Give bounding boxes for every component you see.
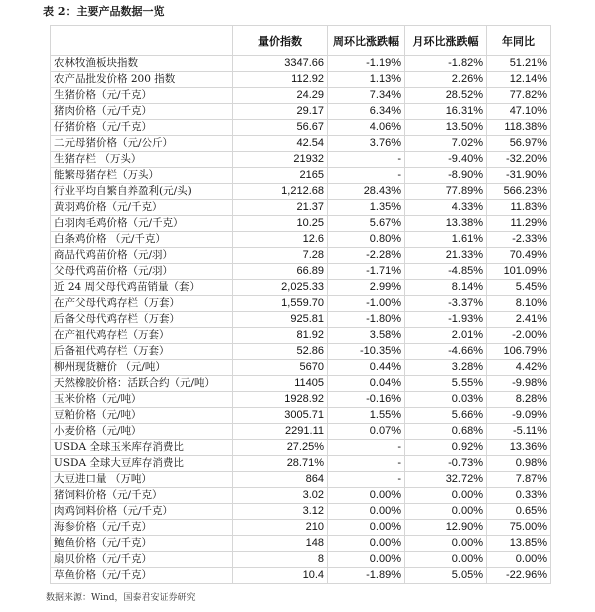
header-month-change: 月环比涨跌幅 [405,26,487,56]
row-label: 白条鸡价格 （元/千克） [51,232,233,248]
table-row [51,88,551,104]
row-label: 商品代鸡苗价格（元/羽） [51,248,233,264]
week-change-cell: -1.89% [328,568,405,584]
year-change-cell: 13.36% [487,440,551,456]
year-change-cell: 51.21% [487,56,551,72]
volume-price-cell: 56.67 [233,120,328,136]
week-change-cell: 3.58% [328,328,405,344]
volume-price-cell: 3.12 [233,504,328,520]
volume-price-cell: 3347.66 [233,56,328,72]
volume-price-cell: 42.54 [233,136,328,152]
week-change-cell: 1.35% [328,200,405,216]
month-change-cell: 2.01% [405,328,487,344]
table-row [51,184,551,200]
week-change-cell: 5.67% [328,216,405,232]
year-change-cell: 11.29% [487,216,551,232]
table-row [51,536,551,552]
volume-price-cell: 5670 [233,360,328,376]
table-row [51,72,551,88]
volume-price-cell: 12.6 [233,232,328,248]
month-change-cell: 16.31% [405,104,487,120]
row-label: 行业平均自繁自养盈利(元/头) [51,184,233,200]
week-change-cell: 0.00% [328,552,405,568]
table-caption: 表 2：主要产品数据一览 [43,5,165,18]
year-change-cell: 0.00% [487,552,551,568]
volume-price-cell: 3005.71 [233,408,328,424]
month-change-cell: -1.93% [405,312,487,328]
year-change-cell: 0.65% [487,504,551,520]
row-label: 猪肉价格（元/千克） [51,104,233,120]
year-change-cell: 13.85% [487,536,551,552]
table-row [51,216,551,232]
volume-price-cell: 21.37 [233,200,328,216]
month-change-cell: 2.26% [405,72,487,88]
month-change-cell: 7.02% [405,136,487,152]
volume-price-cell: 925.81 [233,312,328,328]
table-row [51,56,551,72]
year-change-cell: 2.41% [487,312,551,328]
month-change-cell: 0.68% [405,424,487,440]
year-change-cell: -2.33% [487,232,551,248]
month-change-cell: 0.00% [405,552,487,568]
month-change-cell: 0.92% [405,440,487,456]
week-change-cell: 0.07% [328,424,405,440]
row-label: 后备父母代鸡存栏（万套） [51,312,233,328]
row-label: 农产品批发价格 200 指数 [51,72,233,88]
volume-price-cell: 1,212.68 [233,184,328,200]
week-change-cell: -2.28% [328,248,405,264]
year-change-cell: 118.38% [487,120,551,136]
week-change-cell: 0.00% [328,536,405,552]
week-change-cell: 0.00% [328,504,405,520]
year-change-cell: 70.49% [487,248,551,264]
volume-price-cell: 28.71% [233,456,328,472]
week-change-cell: - [328,152,405,168]
week-change-cell: 0.00% [328,520,405,536]
row-label: 草鱼价格（元/千克） [51,568,233,584]
week-change-cell: 6.34% [328,104,405,120]
month-change-cell: -9.40% [405,152,487,168]
month-change-cell: -4.66% [405,344,487,360]
year-change-cell: 77.82% [487,88,551,104]
week-change-cell: 2.99% [328,280,405,296]
table-row [51,440,551,456]
volume-price-cell: 10.4 [233,568,328,584]
week-change-cell: 4.06% [328,120,405,136]
header-volume-price-index: 量价指数 [233,26,328,56]
row-label: 肉鸡饲料价格（元/千克） [51,504,233,520]
week-change-cell: -1.19% [328,56,405,72]
month-change-cell: -4.85% [405,264,487,280]
header-year-change: 年同比 [487,26,551,56]
row-label: 父母代鸡苗价格（元/羽） [51,264,233,280]
volume-price-cell: 210 [233,520,328,536]
year-change-cell: 4.42% [487,360,551,376]
row-label: USDA 全球大豆库存消费比 [51,456,233,472]
week-change-cell: - [328,472,405,488]
year-change-cell: 0.98% [487,456,551,472]
volume-price-cell: 24.29 [233,88,328,104]
table-row [51,344,551,360]
month-change-cell: 5.05% [405,568,487,584]
table-row [51,488,551,504]
year-change-cell: 0.33% [487,488,551,504]
month-change-cell: 21.33% [405,248,487,264]
table-row [51,296,551,312]
table-row [51,136,551,152]
month-change-cell: 13.50% [405,120,487,136]
row-label: 扇贝价格（元/千克） [51,552,233,568]
volume-price-cell: 864 [233,472,328,488]
table-row [51,264,551,280]
row-label: 鲍鱼价格（元/千克） [51,536,233,552]
week-change-cell: -10.35% [328,344,405,360]
table-row [51,280,551,296]
week-change-cell: 1.55% [328,408,405,424]
table-row [51,232,551,248]
year-change-cell: 12.14% [487,72,551,88]
row-label: 农林牧渔板块指数 [51,56,233,72]
week-change-cell: -0.16% [328,392,405,408]
month-change-cell: 12.90% [405,520,487,536]
row-label: 豆粕价格（元/吨） [51,408,233,424]
month-change-cell: 3.28% [405,360,487,376]
table-row [51,168,551,184]
week-change-cell: -1.00% [328,296,405,312]
row-label: USDA 全球玉米库存消费比 [51,440,233,456]
week-change-cell: 0.00% [328,488,405,504]
row-label: 猪饲料价格（元/千克） [51,488,233,504]
volume-price-cell: 11405 [233,376,328,392]
week-change-cell: 0.04% [328,376,405,392]
year-change-cell: 101.09% [487,264,551,280]
month-change-cell: 13.38% [405,216,487,232]
volume-price-cell: 1,559.70 [233,296,328,312]
month-change-cell: 1.61% [405,232,487,248]
month-change-cell: 8.14% [405,280,487,296]
month-change-cell: -0.73% [405,456,487,472]
table-row [51,200,551,216]
month-change-cell: 28.52% [405,88,487,104]
data-source-note: 数据来源：Wind，国泰君安证券研究 [46,593,196,603]
product-data-table [50,25,551,584]
row-label: 在产父母代鸡存栏（万套） [51,296,233,312]
month-change-cell: 0.00% [405,536,487,552]
table-row [51,376,551,392]
table-row [51,328,551,344]
volume-price-cell: 7.28 [233,248,328,264]
volume-price-cell: 148 [233,536,328,552]
volume-price-cell: 81.92 [233,328,328,344]
row-label: 近 24 周父母代鸡苗销量（套） [51,280,233,296]
year-change-cell: -22.96% [487,568,551,584]
table-row [51,456,551,472]
volume-price-cell: 112.92 [233,72,328,88]
month-change-cell: 5.55% [405,376,487,392]
row-label: 大豆进口量 （万吨） [51,472,233,488]
year-change-cell: 5.45% [487,280,551,296]
month-change-cell: 0.00% [405,504,487,520]
row-label: 海参价格（元/千克） [51,520,233,536]
month-change-cell: 0.03% [405,392,487,408]
table-row [51,504,551,520]
table-row [51,408,551,424]
volume-price-cell: 1928.92 [233,392,328,408]
table-row [51,152,551,168]
volume-price-cell: 2291.11 [233,424,328,440]
table-body [51,56,551,584]
year-change-cell: -9.98% [487,376,551,392]
row-label: 白羽肉毛鸡价格（元/千克） [51,216,233,232]
week-change-cell: 3.76% [328,136,405,152]
week-change-cell: 7.34% [328,88,405,104]
month-change-cell: -8.90% [405,168,487,184]
volume-price-cell: 52.86 [233,344,328,360]
month-change-cell: 4.33% [405,200,487,216]
table-row [51,392,551,408]
volume-price-cell: 27.25% [233,440,328,456]
table-row [51,360,551,376]
row-label: 在产祖代鸡存栏（万套） [51,328,233,344]
year-change-cell: 47.10% [487,104,551,120]
header-week-change: 周环比涨跌幅 [328,26,405,56]
volume-price-cell: 10.25 [233,216,328,232]
row-label: 柳州现货糖价 （元/吨） [51,360,233,376]
volume-price-cell: 66.89 [233,264,328,280]
year-change-cell: 106.79% [487,344,551,360]
volume-price-cell: 8 [233,552,328,568]
year-change-cell: 8.28% [487,392,551,408]
volume-price-cell: 29.17 [233,104,328,120]
row-label: 能繁母猪存栏（万头） [51,168,233,184]
year-change-cell: 56.97% [487,136,551,152]
month-change-cell: 32.72% [405,472,487,488]
week-change-cell: -1.71% [328,264,405,280]
year-change-cell: 566.23% [487,184,551,200]
row-label: 玉米价格（元/吨） [51,392,233,408]
month-change-cell: 0.00% [405,488,487,504]
row-label: 生猪存栏 （万头） [51,152,233,168]
week-change-cell: 1.13% [328,72,405,88]
month-change-cell: -1.82% [405,56,487,72]
month-change-cell: 5.66% [405,408,487,424]
row-label: 黄羽鸡价格（元/千克） [51,200,233,216]
table-row [51,568,551,584]
table-row [51,248,551,264]
year-change-cell: -2.00% [487,328,551,344]
year-change-cell: -31.90% [487,168,551,184]
row-label: 后备祖代鸡存栏（万套） [51,344,233,360]
volume-price-cell: 2165 [233,168,328,184]
year-change-cell: 8.10% [487,296,551,312]
row-label: 生猪价格（元/千克） [51,88,233,104]
header-item [51,26,233,56]
row-label: 天然橡胶价格：活跃合约（元/吨） [51,376,233,392]
year-change-cell: 11.83% [487,200,551,216]
year-change-cell: 7.87% [487,472,551,488]
table-row [51,120,551,136]
week-change-cell: 0.80% [328,232,405,248]
week-change-cell: 0.44% [328,360,405,376]
week-change-cell: -1.80% [328,312,405,328]
table-row [51,520,551,536]
year-change-cell: -32.20% [487,152,551,168]
month-change-cell: -3.37% [405,296,487,312]
table-row [51,472,551,488]
year-change-cell: -9.09% [487,408,551,424]
table-row [51,104,551,120]
year-change-cell: -5.11% [487,424,551,440]
volume-price-cell: 2,025.33 [233,280,328,296]
week-change-cell: - [328,440,405,456]
table-row [51,552,551,568]
week-change-cell: 28.43% [328,184,405,200]
year-change-cell: 75.00% [487,520,551,536]
header-row [51,26,551,56]
week-change-cell: - [328,168,405,184]
row-label: 二元母猪价格（元/公斤） [51,136,233,152]
volume-price-cell: 3.02 [233,488,328,504]
table-row [51,312,551,328]
table-row [51,424,551,440]
row-label: 仔猪价格（元/千克） [51,120,233,136]
week-change-cell: - [328,456,405,472]
row-label: 小麦价格（元/吨） [51,424,233,440]
volume-price-cell: 21932 [233,152,328,168]
month-change-cell: 77.89% [405,184,487,200]
